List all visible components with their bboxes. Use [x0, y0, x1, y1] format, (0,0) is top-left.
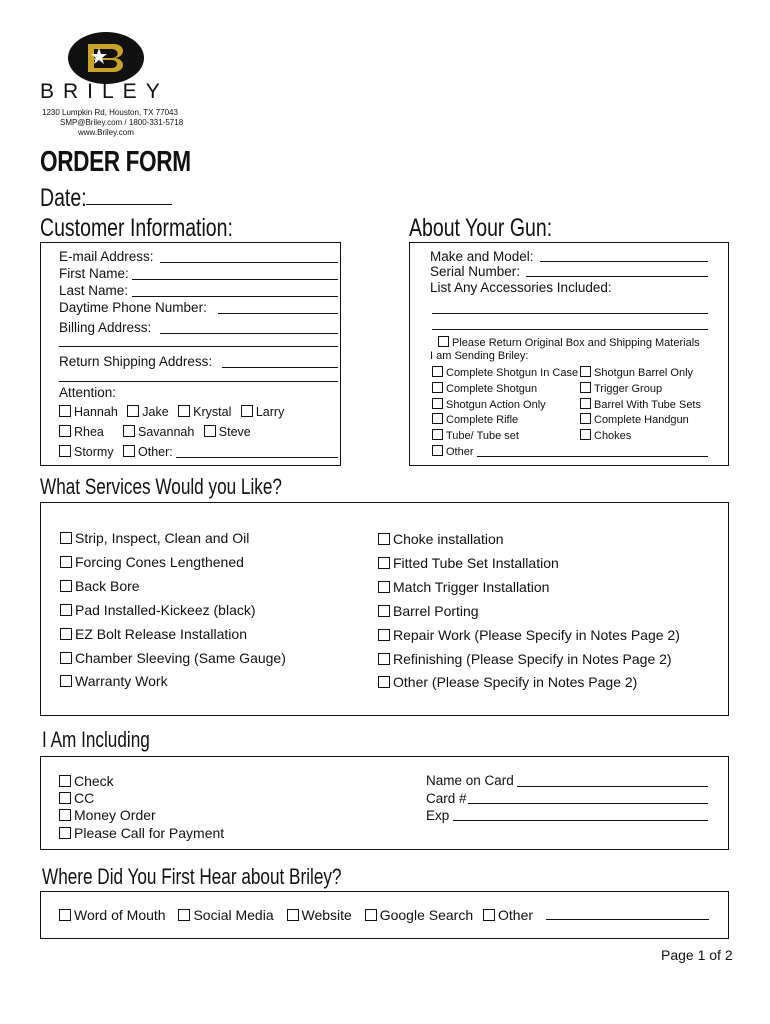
attention-other[interactable]: Other:	[123, 445, 173, 459]
date-label: Date:	[40, 184, 87, 212]
attention-stormy[interactable]: Stormy	[59, 445, 114, 459]
accessories-field[interactable]	[432, 313, 708, 314]
service-option[interactable]: Other (Please Specify in Notes Page 2)	[378, 671, 680, 695]
first-name-label: First Name:	[59, 266, 129, 281]
checkbox-icon[interactable]	[365, 909, 377, 921]
including-heading: I Am Including	[42, 727, 150, 752]
billing-label: Billing Address:	[59, 320, 152, 335]
accessories-label: List Any Accessories Included:	[430, 280, 612, 295]
checkbox-icon[interactable]	[59, 445, 71, 457]
checkbox-icon[interactable]	[59, 425, 71, 437]
exp-field[interactable]	[453, 820, 708, 821]
attention-steve[interactable]: Steve	[204, 425, 251, 439]
checkbox-icon[interactable]	[178, 909, 190, 921]
email-field[interactable]	[160, 262, 338, 263]
service-option[interactable]: EZ Bolt Release Installation	[60, 623, 286, 647]
sending-item[interactable]: Complete Shotgun	[432, 382, 578, 398]
service-option[interactable]: Strip, Inspect, Clean and Oil	[60, 527, 286, 551]
name-on-card-label: Name on Card	[426, 773, 514, 788]
service-option[interactable]: Warranty Work	[60, 670, 286, 694]
checkbox-icon[interactable]	[241, 405, 253, 417]
checkbox-icon[interactable]	[378, 533, 390, 545]
form-title: ORDER FORM	[40, 146, 191, 178]
attention-hannah[interactable]: Hannah	[59, 405, 118, 419]
hear-google-search[interactable]: Google Search	[365, 907, 473, 923]
checkbox-icon[interactable]	[123, 445, 135, 457]
checkbox-icon[interactable]	[59, 792, 71, 804]
service-option[interactable]: Barrel Porting	[378, 600, 680, 624]
checkbox-icon[interactable]	[432, 429, 443, 440]
card-number-field[interactable]	[468, 803, 708, 804]
company-address: 1230 Lumpkin Rd, Houston, TX 77043	[42, 108, 178, 117]
checkbox-icon[interactable]	[580, 382, 591, 393]
checkbox-icon[interactable]	[378, 653, 390, 665]
serial-label: Serial Number:	[430, 264, 521, 279]
hear-options	[59, 907, 533, 923]
hear-other-field[interactable]	[546, 919, 709, 920]
services-list-left	[60, 527, 286, 694]
payment-cc[interactable]: CC	[59, 790, 224, 807]
sending-label: I am Sending Briley:	[430, 350, 529, 362]
sending-item[interactable]: Chokes	[580, 429, 701, 445]
payment-options	[59, 773, 224, 842]
return-shipping-field-2[interactable]	[59, 381, 338, 382]
service-option[interactable]: Chamber Sleeving (Same Gauge)	[60, 647, 286, 671]
checkbox-icon[interactable]	[60, 675, 72, 687]
company-contact: SMP@Briley.com / 1800-331-5718	[60, 118, 184, 127]
checkbox-icon[interactable]	[483, 909, 495, 921]
service-option[interactable]: Refinishing (Please Specify in Notes Page 2)	[378, 648, 680, 672]
checkbox-icon[interactable]	[432, 445, 443, 456]
sending-item[interactable]: Other	[432, 445, 578, 461]
service-option[interactable]: Match Trigger Installation	[378, 576, 680, 600]
checkbox-icon[interactable]	[60, 532, 72, 544]
checkbox-icon[interactable]	[438, 336, 449, 347]
checkbox-icon[interactable]	[580, 413, 591, 424]
last-name-field[interactable]	[132, 296, 338, 297]
hear-heading: Where Did You First Hear about Briley?	[42, 864, 342, 889]
hear-social-media[interactable]: Social Media	[178, 907, 273, 923]
gun-heading: About Your Gun:	[409, 214, 553, 242]
checkbox-icon[interactable]	[287, 909, 299, 921]
checkbox-icon[interactable]	[204, 425, 216, 437]
services-heading: What Services Would you Like?	[40, 474, 282, 499]
checkbox-icon[interactable]	[127, 405, 139, 417]
sending-list-right	[580, 366, 701, 445]
checkbox-icon[interactable]	[60, 580, 72, 592]
checkbox-icon[interactable]	[432, 413, 443, 424]
checkbox-icon[interactable]	[59, 775, 71, 787]
attention-jake[interactable]: Jake	[127, 405, 168, 419]
service-option[interactable]: Fitted Tube Set Installation	[378, 552, 680, 576]
return-shipping-label: Return Shipping Address:	[59, 354, 213, 369]
checkbox-icon[interactable]	[123, 425, 135, 437]
attention-savannah[interactable]: Savannah	[123, 425, 194, 439]
first-name-field[interactable]	[132, 279, 338, 280]
return-box-option[interactable]: Please Return Original Box and Shipping Materials	[438, 336, 700, 349]
briley-logo	[66, 30, 146, 86]
sending-item[interactable]: Shotgun Action Only	[432, 398, 578, 414]
checkbox-icon[interactable]	[432, 382, 443, 393]
phone-field[interactable]	[218, 313, 338, 314]
checkbox-icon[interactable]	[60, 604, 72, 616]
company-website: www.Briley.com	[78, 128, 134, 137]
sending-item[interactable]: Complete Shotgun In Case	[432, 366, 578, 382]
service-option[interactable]: Pad Installed-Kickeez (black)	[60, 599, 286, 623]
attention-larry[interactable]: Larry	[241, 405, 284, 419]
serial-field[interactable]	[526, 276, 708, 277]
checkbox-icon[interactable]	[580, 398, 591, 409]
checkbox-icon[interactable]	[59, 827, 71, 839]
phone-label: Daytime Phone Number:	[59, 300, 207, 315]
last-name-label: Last Name:	[59, 283, 129, 298]
checkbox-icon[interactable]	[432, 398, 443, 409]
checkbox-icon[interactable]	[59, 909, 71, 921]
checkbox-icon[interactable]	[378, 629, 390, 641]
date-field[interactable]	[86, 204, 172, 205]
sending-item[interactable]: Tube/ Tube set	[432, 429, 578, 445]
checkbox-icon[interactable]	[378, 581, 390, 593]
service-option[interactable]: Back Bore	[60, 575, 286, 599]
exp-label: Exp	[426, 808, 450, 823]
attention-rhea[interactable]: Rhea	[59, 425, 104, 439]
billing-field[interactable]	[160, 333, 338, 334]
service-option[interactable]: Repair Work (Please Specify in Notes Page 2)	[378, 624, 680, 648]
attention-other-field[interactable]	[176, 457, 338, 458]
checkbox-icon[interactable]	[378, 676, 390, 688]
sending-list-left	[432, 366, 578, 461]
customer-heading: Customer Information:	[40, 214, 233, 242]
checkbox-icon[interactable]	[59, 809, 71, 821]
page-number: Page 1 of 2	[661, 947, 733, 963]
payment-call[interactable]: Please Call for Payment	[59, 825, 224, 842]
checkbox-icon[interactable]	[59, 405, 71, 417]
card-number-label: Card #	[426, 791, 467, 806]
accessories-field-2[interactable]	[432, 329, 708, 330]
return-shipping-field[interactable]	[222, 367, 338, 368]
checkbox-icon[interactable]	[178, 405, 190, 417]
sending-item[interactable]: Barrel With Tube Sets	[580, 398, 701, 414]
checkbox-icon[interactable]	[60, 628, 72, 640]
payment-check[interactable]: Check	[59, 773, 224, 790]
attention-krystal[interactable]: Krystal	[178, 405, 231, 419]
sending-item[interactable]: Trigger Group	[580, 382, 701, 398]
checkbox-icon[interactable]	[60, 652, 72, 664]
checkbox-icon[interactable]	[432, 366, 443, 377]
sending-item[interactable]: Complete Handgun	[580, 413, 701, 429]
sending-item[interactable]: Complete Rifle	[432, 413, 578, 429]
brand-name: BRILEY	[40, 80, 169, 103]
services-list-right	[378, 528, 680, 695]
billing-field-2[interactable]	[59, 346, 338, 347]
checkbox-icon[interactable]	[378, 605, 390, 617]
checkbox-icon[interactable]	[580, 429, 591, 440]
email-label: E-mail Address:	[59, 249, 154, 264]
hear-word-of-mouth[interactable]: Word of Mouth	[59, 907, 166, 923]
name-on-card-field[interactable]	[517, 786, 708, 787]
sending-item[interactable]: Shotgun Barrel Only	[580, 366, 701, 382]
sending-other-field[interactable]	[477, 456, 708, 457]
make-model-field[interactable]	[540, 261, 708, 262]
make-model-label: Make and Model:	[430, 249, 534, 264]
service-option[interactable]: Forcing Cones Lengthened	[60, 551, 286, 575]
hear-website[interactable]: Website	[287, 907, 352, 923]
checkbox-icon[interactable]	[60, 556, 72, 568]
payment-money-order[interactable]: Money Order	[59, 807, 224, 824]
service-option[interactable]: Choke installation	[378, 528, 680, 552]
hear-other[interactable]: Other	[483, 907, 533, 923]
checkbox-icon[interactable]	[580, 366, 591, 377]
attention-label: Attention:	[59, 385, 117, 400]
checkbox-icon[interactable]	[378, 557, 390, 569]
